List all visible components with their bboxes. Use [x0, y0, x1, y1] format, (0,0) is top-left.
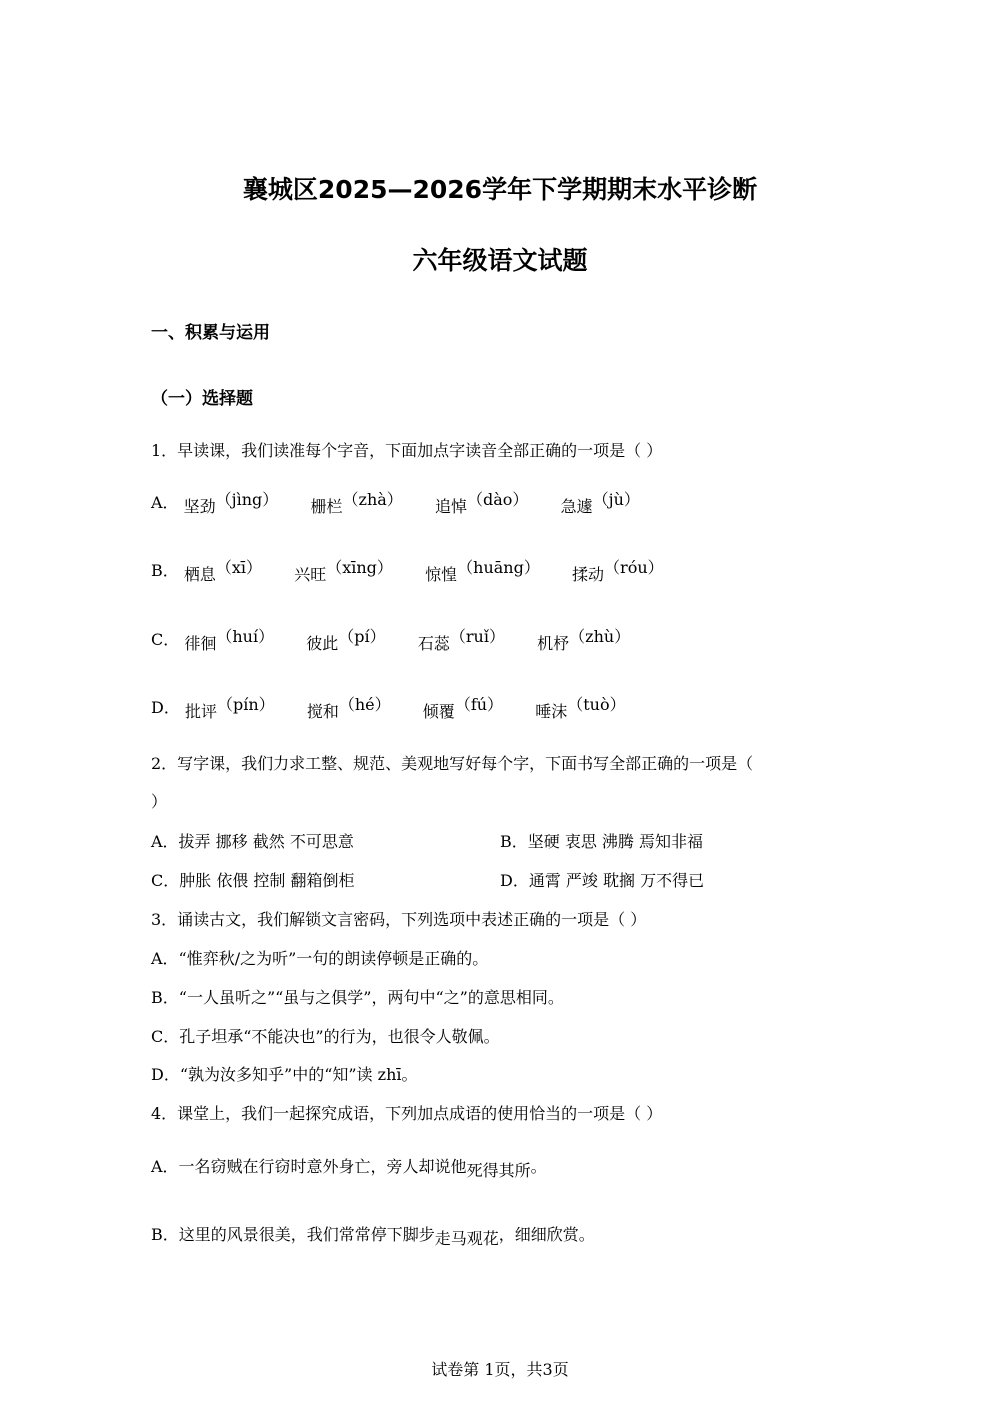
q3-option-a: A．“惟弈秋/之为听”一句的朗读停顿是正确的。	[151, 949, 489, 968]
q2-option-d: D．通霄 严竣 耽搁 万不得已	[500, 871, 705, 890]
option-idiom: 死得其所	[466, 1161, 531, 1180]
option-pinyin: （róu）	[604, 558, 664, 577]
option-pinyin: （zhà）	[342, 490, 403, 509]
option-word: 揉动	[572, 565, 605, 584]
option-text: 。	[530, 1157, 547, 1176]
question-2-stem: 2．写字课，我们力求工整、规范、美观地写好每个字，下面书写全部正确的一项是（	[151, 754, 754, 773]
page-footer: 试卷第 1页，共3页	[431, 1360, 569, 1379]
question-1-stem: 1．早读课，我们读准每个字音，下面加点字读音全部正确的一项是（ ）	[151, 441, 663, 460]
q2-option-a: A．拔弄 挪移 截然 不可思意	[151, 832, 354, 851]
q3-option-c: C．孔子坦承“不能决也”的行为，也很令人敬佩。	[151, 1027, 500, 1046]
option-pinyin: （xīng）	[326, 558, 393, 577]
option-pinyin: （dào）	[467, 490, 529, 509]
q1-option-a	[151, 490, 640, 516]
option-pinyin: （huāng）	[457, 558, 540, 577]
q2-option-b: B．坚硬 衷思 沸腾 焉知非福	[500, 832, 704, 851]
option-word: 急遽	[560, 497, 593, 516]
option-word: 追悼	[434, 497, 467, 516]
subsection-heading: （一）选择题	[151, 389, 253, 409]
section-heading: 一、积累与运用	[151, 323, 270, 343]
option-word: 惊惶	[425, 565, 458, 584]
q4-option-a	[151, 1154, 547, 1180]
page-subtitle: 六年级语文试题	[412, 246, 588, 275]
option-pinyin: （hé）	[338, 695, 391, 714]
q4-option-b	[151, 1222, 595, 1248]
question-2-stem-end: ）	[151, 792, 168, 811]
q1-option-c	[151, 627, 631, 653]
q3-option-b: B．“一人虽听之”“虽与之俱学”，两句中“之”的意思相同。	[151, 988, 564, 1007]
option-text: ，细细欣赏。	[498, 1225, 595, 1244]
q3-option-d: D．“孰为汝多知乎”中的“知”读 zhī。	[151, 1065, 418, 1084]
page-title: 襄城区2025—2026学年下学期期末水平诊断	[242, 175, 758, 204]
option-label: D．	[151, 698, 180, 717]
option-word: 彼此	[306, 634, 339, 653]
option-word: 机杼	[537, 634, 570, 653]
option-label: A．	[151, 493, 179, 512]
q2-option-c: C．肿胀 依偎 控制 翻箱倒柜	[151, 871, 355, 890]
option-word: 批评	[184, 702, 217, 721]
option-word: 栖息	[183, 565, 216, 584]
option-word: 搅和	[306, 702, 339, 721]
option-word: 唾沫	[535, 702, 568, 721]
option-word: 徘徊	[184, 634, 217, 653]
option-word: 坚劲	[183, 497, 216, 516]
option-pinyin: （xī）	[215, 558, 263, 577]
q1-option-b	[151, 558, 664, 584]
option-pinyin: （huí）	[216, 627, 275, 646]
question-3-stem: 3．诵读古文，我们解锁文言密码，下列选项中表述正确的一项是（ ）	[151, 910, 647, 929]
option-pinyin: （ruǐ）	[449, 627, 505, 646]
option-idiom: 走马观花	[434, 1229, 499, 1248]
option-pinyin: （pín）	[216, 695, 275, 714]
option-label: C．	[151, 630, 180, 649]
option-word: 石蕊	[417, 634, 450, 653]
option-pinyin: （pí）	[338, 627, 386, 646]
option-text: A．一名窃贼在行窃时意外身亡，旁人却说他	[151, 1157, 467, 1176]
option-pinyin: （jìng）	[215, 490, 279, 509]
question-4-stem: 4．课堂上，我们一起探究成语，下列加点成语的使用恰当的一项是（ ）	[151, 1104, 663, 1123]
option-pinyin: （tuò）	[567, 695, 626, 714]
q1-option-d	[151, 695, 626, 721]
option-pinyin: （fú）	[454, 695, 504, 714]
option-text: B．这里的风景很美，我们常常停下脚步	[151, 1225, 435, 1244]
option-word: 栅栏	[310, 497, 343, 516]
option-word: 兴旺	[294, 565, 327, 584]
option-pinyin: （zhù）	[569, 627, 631, 646]
option-pinyin: （jù）	[592, 490, 640, 509]
option-label: B．	[151, 561, 179, 580]
option-word: 倾覆	[422, 702, 455, 721]
